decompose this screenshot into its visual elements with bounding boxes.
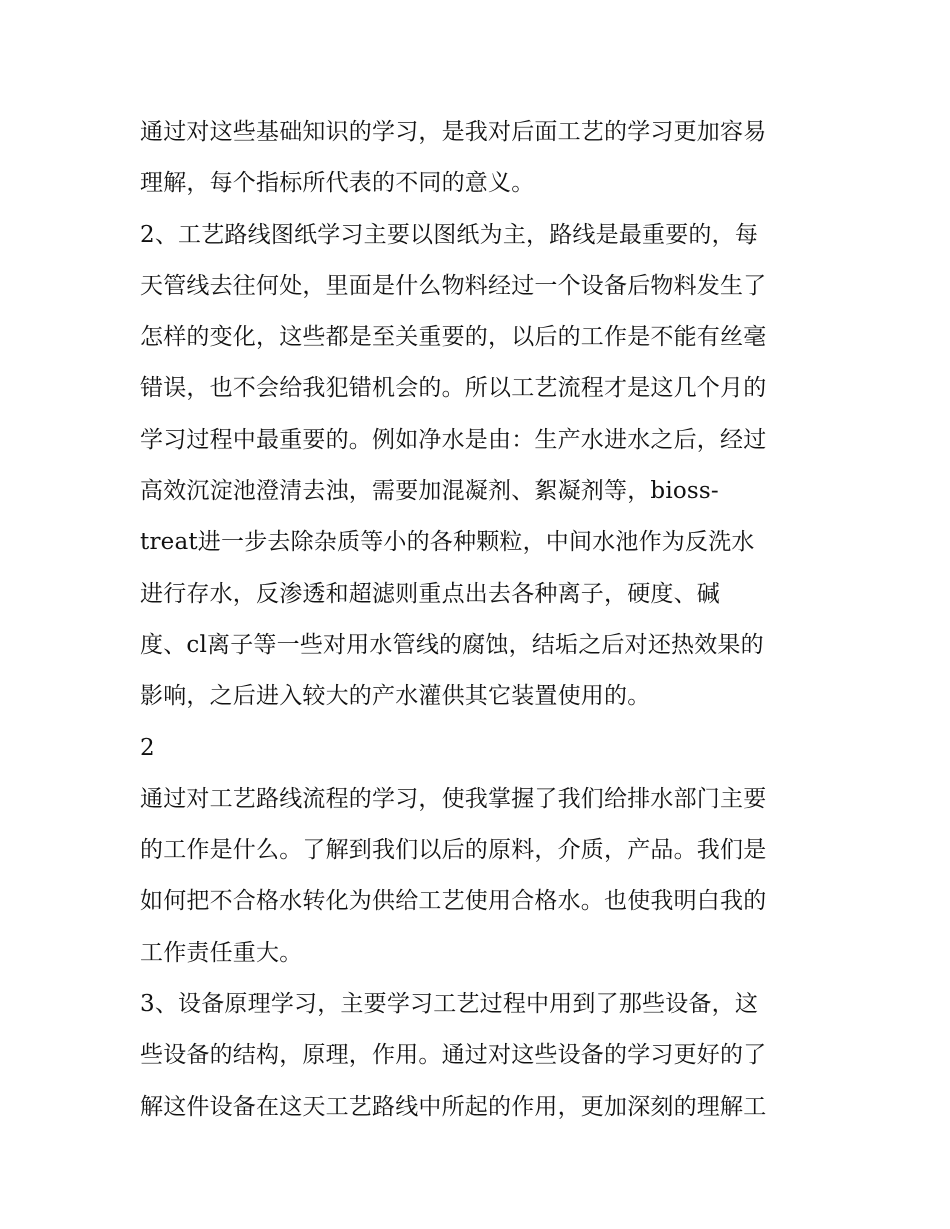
text-line: 如何把不合格水转化为供给工艺使用合格水。也使我明白我的 [140,888,767,915]
text-line: 的工作是什么。了解到我们以后的原料，介质，产品。我们是 [140,837,767,864]
page-number-marker: 2 [140,734,155,761]
text-line: 3、设备原理学习，主要学习工艺过程中用到了那些设备，这 [140,991,759,1018]
text-line: treat进一步去除杂质等小的各种颗粒，中间水池作为反洗水 [140,529,755,556]
text-line: 理解，每个指标所代表的不同的意义。 [140,170,535,197]
text-line: 天管线去往何处，里面是什么物料经过一个设备后物料发生了 [140,272,767,299]
text-line: 通过对工艺路线流程的学习，使我掌握了我们给排水部门主要 [140,785,767,812]
text-line: 2、工艺路线图纸学习主要以图纸为主，路线是最重要的，每 [140,221,759,248]
text-line: 高效沉淀池澄清去浊，需要加混凝剂、絮凝剂等，bioss- [140,478,719,505]
text-line: 错误，也不会给我犯错机会的。所以工艺流程才是这几个月的 [140,375,767,402]
text-line: 学习过程中最重要的。例如净水是由：生产水进水之后，经过 [140,426,767,453]
text-line: 解这件设备在这天工艺路线中所起的作用，更加深刻的理解工 [140,1093,767,1120]
text-line: 影响，之后进入较大的产水灌供其它装置使用的。 [140,683,651,710]
text-line: 度、cl离子等一些对用水管线的腐蚀，结垢之后对还热效果的 [140,631,764,658]
text-line: 通过对这些基础知识的学习，是我对后面工艺的学习更加容易 [140,119,767,145]
document-body [140,107,815,1133]
text-line: 怎样的变化，这些都是至关重要的，以后的工作是不能有丝毫 [140,324,767,351]
text-line: 进行存水，反渗透和超滤则重点出去各种离子，硬度、碱 [140,580,720,607]
text-line: 工作责任重大。 [140,939,303,966]
text-line: 些设备的结构，原理，作用。通过对这些设备的学习更好的了 [140,1042,767,1069]
